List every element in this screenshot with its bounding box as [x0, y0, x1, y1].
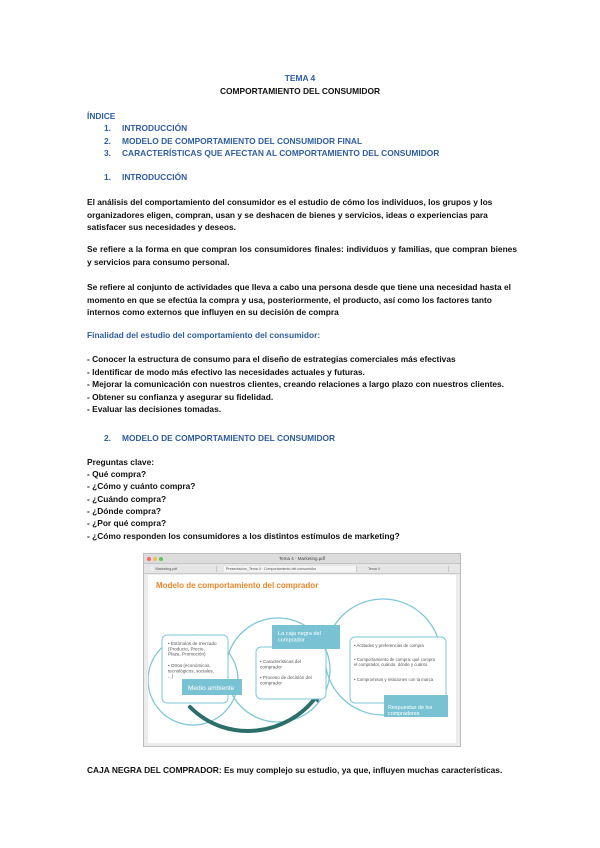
finalidad-bullet-1: - Conocer la estructura de consumo para el diseño de estrategias comerciales más efectivas — [87, 354, 456, 364]
behavior-model-diagram — [148, 575, 456, 743]
embedded-screenshot — [143, 553, 461, 747]
pregunta-6: - ¿Cómo responden los consumidores a los distintos estímulos de marketing? — [87, 531, 400, 541]
intro-paragraph-1: El análisis del comportamiento del consumidor es el estudio de cómo los individuos, los grupos y los organizadores eligen, compran, usan y se deshacen de bienes y servicios, ideas o experiencias para satisfacer sus necesidades y deseos. — [87, 197, 493, 232]
browser-tab-strip — [144, 564, 460, 574]
intro-paragraph-2: Se refiere a la forma en que compran los consumidores finales: individuos y familias, que compran bienes y servicios para consumo personal. — [87, 244, 517, 267]
tab-marketing[interactable]: 📄 Marketing.pdf — [148, 566, 217, 572]
index-item-2[interactable]: MODELO DE COMPORTAMIENTO DEL CONSUMIDOR FINAL — [122, 136, 363, 146]
section2-heading: MODELO DE COMPORTAMIENTO DEL CONSUMIDOR — [122, 433, 336, 443]
section1-num: 1. — [104, 172, 111, 182]
caja-negra-paragraph — [87, 765, 502, 776]
caja-item-1: • Características del comprador — [260, 659, 301, 670]
preguntas-label: Preguntas clave: — [87, 457, 155, 467]
finalidad-bullet-3: - Mejorar la comunicación con nuestros clientes, creando relaciones a largo plazo con nuestros clientes. — [87, 379, 505, 389]
window-titlebar — [144, 554, 460, 564]
respuestas-item-3: • Compromisos y relaciones con la marca — [354, 677, 434, 682]
index-item-1[interactable]: INTRODUCCIÓN — [122, 123, 188, 133]
finalidad-bullet-2: - Identificar de modo más efectivo las necesidades actuales y futuras. — [87, 367, 365, 377]
pregunta-5: - ¿Por qué compra? — [87, 518, 167, 528]
estimulos-item-2: • Otros (económicos, tecnológicos, sociales, ...) — [168, 663, 214, 679]
label-caja-negra: La caja negra del comprador — [278, 631, 321, 644]
finalidad-heading: Finalidad del estudio del comportamiento del consumidor: — [87, 330, 321, 340]
caja-negra-text: Es muy complejo su estudio, ya que, influyen muchas características. — [221, 765, 503, 775]
respuestas-item-2: • Comportamiento de compra: qué compra el comprador, cuándo, dónde y cuánto — [354, 657, 436, 667]
intro-paragraph-3: Se refiere al conjunto de actividades que lleva a cabo una persona desde que tiene una necesidad hasta el momento en que se efectúa la compra y usa, posteriormente, el producto, así como los factores tanto internos como externos que influyen en su decisión de compra — [87, 282, 512, 317]
finalidad-bullet-5: - Evaluar las decisiones tomadas. — [87, 404, 222, 414]
tema-number: TEMA 4 — [284, 73, 316, 83]
pregunta-3: - ¿Cuándo compra? — [87, 494, 167, 504]
page-title: COMPORTAMIENTO DEL CONSUMIDOR — [219, 86, 381, 96]
respuestas-item-1: • Actitudes y preferencias de compra — [354, 643, 424, 648]
finalidad-bullet-4: - Obtener su confianza y asegurar su fidelidad. — [87, 392, 274, 402]
label-respuestas: Respuestas de los compradores — [388, 705, 433, 718]
label-medio-ambiente: Medio ambiente — [188, 685, 235, 692]
tab-tema4[interactable]: Tema 4 — [366, 566, 449, 572]
index-label: ÍNDICE — [87, 111, 116, 121]
section2-num: 2. — [104, 433, 111, 443]
window-title: Tema 4 · Marketing.pdf — [278, 556, 326, 561]
pregunta-4: - ¿Dónde compra? — [87, 506, 161, 516]
box-caja-negra — [256, 647, 326, 699]
estimulos-item-1: • Estímulos de mercado (Producto, Precio, Plaza, Promoción) — [168, 641, 217, 657]
index-item-3[interactable]: CARACTERÍSTICAS QUE AFECTAN AL COMPORTAMIENTO DEL CONSUMIDOR — [122, 148, 440, 158]
slide-canvas — [148, 575, 456, 743]
index-item-1-num: 1. — [104, 123, 111, 133]
tab-presentacion[interactable]: Presentacion_Tema 4 · Comportamiento del consumidor — [224, 566, 357, 572]
index-item-2-num: 2. — [104, 136, 111, 146]
index-item-3-num: 3. — [104, 148, 111, 158]
pregunta-2: - ¿Cómo y cuánto compra? — [87, 481, 196, 491]
caja-item-2: • Proceso de decisión del comprador — [260, 675, 312, 686]
section1-heading: INTRODUCCIÓN — [122, 172, 188, 182]
caja-negra-lead: CAJA NEGRA DEL COMPRADOR: — [87, 765, 222, 775]
pregunta-1: - Qué compra? — [87, 469, 147, 479]
slide-title: Modelo de comportamiento del comprador — [156, 581, 319, 590]
